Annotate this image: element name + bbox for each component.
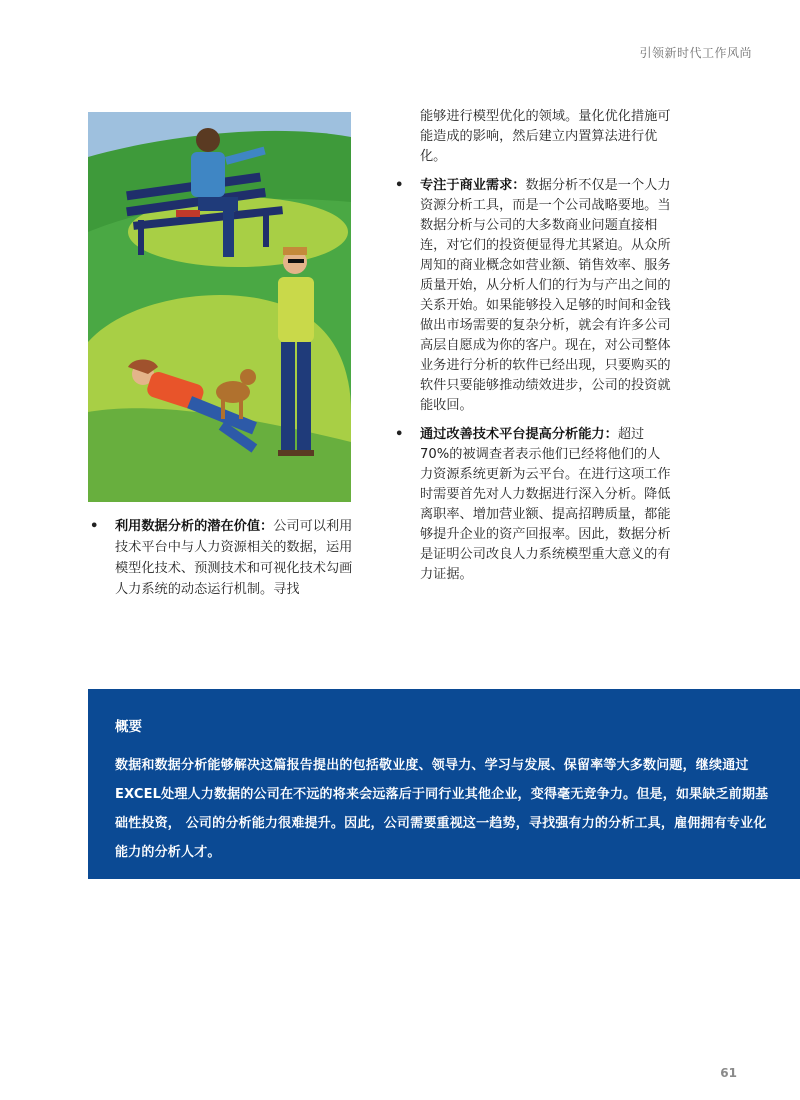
bullet-marker: • — [90, 519, 99, 534]
bullet-lead: 专注于商业需求： — [420, 178, 526, 193]
bullet-lead: 通过改善技术平台提高分析能力： — [420, 427, 618, 442]
bullet-item-business-needs — [395, 176, 673, 416]
left-column — [90, 516, 362, 609]
bullet-lead: 利用数据分析的潜在价值： — [115, 519, 274, 534]
page-number: 61 — [720, 1066, 737, 1080]
right-column — [395, 107, 673, 594]
summary-text: 数据和数据分析能够解决这篇报告提出的包括敬业度、领导力、学习与发展、保留率等大多数问题，继续通过EXCEL处理人力数据的公司在不远的将来会远落后于同行业其他企业，变得毫无竞争力。但是，如果缺乏前期基础性投资， 公司的分析能力很难提升。因此，公司需要重视这一趋势，寻找强有力的分析工具，雇佣拥有专业化能力的分析人才。 — [115, 758, 769, 860]
bullet-marker: • — [395, 178, 404, 193]
bullet-marker: • — [395, 427, 404, 442]
continued-paragraph: 能够进行模型优化的领域。量化优化措施可能造成的影响，然后建立内置算法进行优化。 — [420, 109, 671, 164]
bullet-item-tech-platform — [395, 425, 673, 585]
park-illustration — [88, 112, 351, 502]
bullet-text: 超过70%的被调查者表示他们已经将他们的人力资源系统更新为云平台。在进行这项工作时需要首先对人力数据进行深入分析。降低离职率、增加营业额、提高招聘质量，都能够提升企业的资产回报率。因此，数据分析是证明公司改良人力系统模型重大意义的有力证据。 — [420, 427, 671, 582]
summary-title: 概要 — [115, 719, 142, 735]
bullet-text: 公司可以利用技术平台中与人力资源相关的数据，运用模型化技术、预测技术和可视化技术勾画人力系统的动态运行机制。寻找 — [115, 519, 353, 597]
bullet-item-data-value — [90, 516, 362, 600]
summary-box — [88, 689, 800, 879]
bullet-text: 数据分析不仅是一个人力资源分析工具，而是一个公司战略要地。当数据分析与公司的大多数商业问题直接相连，对它们的投资便显得尤其紧迫。从众所周知的商业概念如营业额、销售效率、服务质量开始，从分析人们的行为与产出之间的关系开始。如果能够投入足够的时间和金钱做出市场需要的复杂分析，就会有许多公司高层自愿成为你的客户。现在，对公司整体业务进行分析的软件已经出现，只要购买的软件只要能够推动绩效进步，公司的投资就能收回。 — [420, 178, 671, 413]
running-header: 引领新时代工作风尚 — [639, 46, 752, 60]
